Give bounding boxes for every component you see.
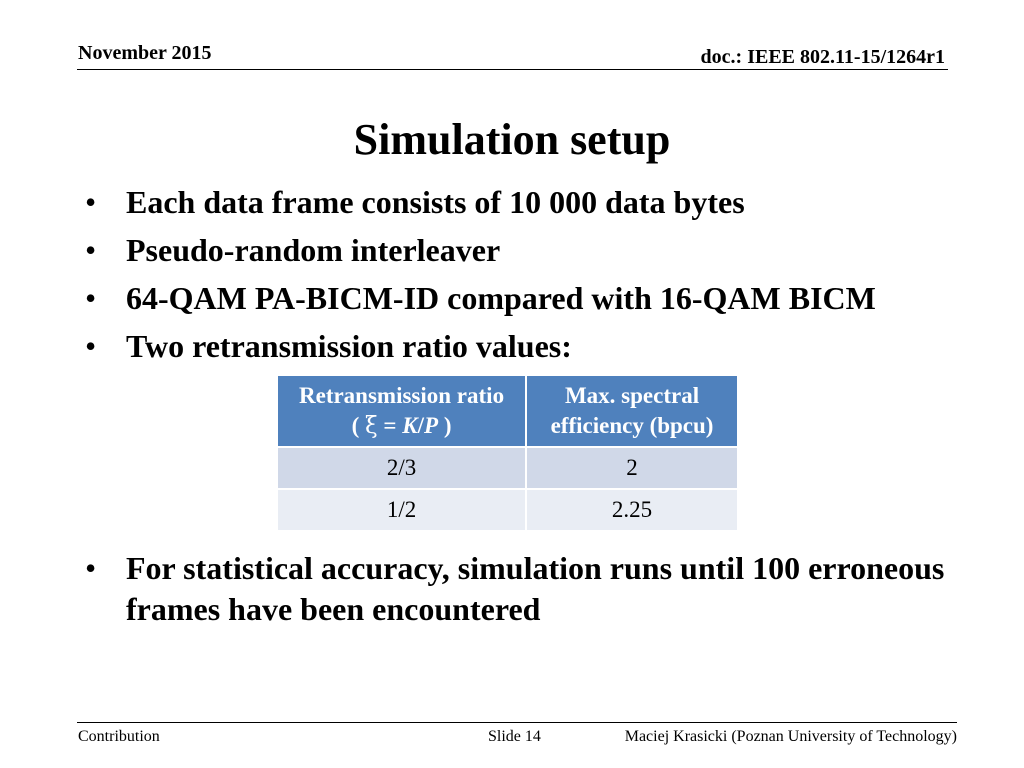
footer-contribution: Contribution	[78, 728, 160, 745]
header-date: November 2015	[78, 42, 212, 64]
bullet-text: Pseudo-random interleaver	[126, 232, 501, 268]
footer-slide-number: Slide 14	[488, 728, 541, 745]
bullet-item	[80, 178, 960, 226]
formula-slash: /	[417, 413, 425, 438]
bullet-list-after-table	[80, 548, 960, 630]
formula-close: )	[438, 413, 452, 438]
slide-title: Simulation setup	[353, 115, 671, 164]
bullet-item	[80, 548, 960, 630]
xi-symbol: ξ	[365, 413, 378, 439]
retransmission-table	[278, 376, 737, 530]
efficiency-cell: 2	[526, 447, 737, 489]
header-label: Retransmission ratio	[299, 383, 505, 408]
bullet-text: For statistical accuracy, simulation runs until 100 erroneous frames have been encountered	[126, 550, 945, 627]
bullet-text: Two retransmission ratio values:	[126, 328, 572, 364]
bullet-marker-icon: •	[85, 550, 97, 586]
bullet-marker-icon: •	[85, 232, 97, 268]
ratio-cell: 2/3	[278, 447, 526, 489]
header-document-id: doc.: IEEE 802.11-15/1264r1	[700, 46, 945, 68]
bullet-marker-icon: •	[85, 280, 97, 316]
table-row	[278, 489, 737, 530]
header-divider	[77, 69, 948, 70]
bullet-list	[80, 178, 960, 370]
bullet-item	[80, 226, 960, 274]
formula-p: P	[424, 413, 439, 438]
efficiency-cell: 2.25	[526, 489, 737, 530]
bullet-text: 64-QAM PA-BICM-ID compared with 16-QAM BICM	[126, 280, 876, 316]
formula-k: K	[402, 413, 418, 438]
header-formula	[352, 413, 452, 438]
bullet-marker-icon: •	[85, 328, 97, 364]
header-cell-retransmission-ratio	[278, 376, 526, 447]
bullet-item	[80, 274, 960, 322]
table-header-row	[278, 376, 737, 447]
bullet-text: Each data frame consists of 10 000 data bytes	[126, 184, 745, 220]
formula-open: (	[351, 413, 365, 438]
footer-author: Maciej Krasicki (Poznan University of Technology)	[624, 728, 957, 745]
ratio-cell: 1/2	[278, 489, 526, 530]
header-label: efficiency (bpcu)	[550, 413, 714, 438]
header-cell-spectral-efficiency	[526, 376, 737, 447]
bullet-item	[80, 322, 960, 370]
table-row	[278, 447, 737, 489]
header-label: Max. spectral	[564, 383, 700, 408]
formula-equals: =	[377, 413, 403, 438]
bullet-marker-icon: •	[85, 184, 97, 220]
footer-divider	[77, 722, 957, 723]
